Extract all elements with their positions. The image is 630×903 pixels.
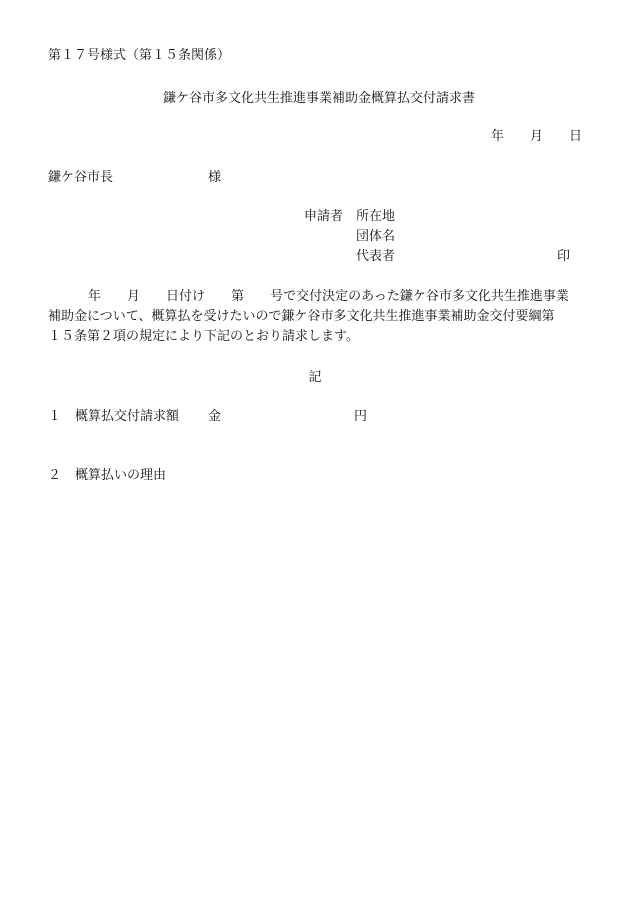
addressee-honorific: 様 [208,170,222,185]
body-year: 年 [88,289,102,304]
group-name-label: 団体名 [356,229,396,244]
item-2-number: ２ [48,468,62,483]
representative-label: 代表者 [356,249,396,264]
body-day: 日付け [166,289,206,304]
item-1-label: 概算払交付請求額 [75,409,180,424]
ki-heading: 記 [308,370,322,385]
seal-mark: 印 [557,249,571,264]
item-1-yen: 円 [354,409,368,424]
date-month: 月 [529,129,543,144]
date-line [491,127,582,147]
body-line-3: １５条第２項の規定により下記のとおり請求します。 [48,329,359,344]
date-year: 年 [490,129,504,144]
addressee-name: 鎌ケ谷市長 [48,170,114,185]
item-1-kin: 金 [208,409,222,424]
addressee [48,168,222,188]
applicant-role: 申請者 [304,209,344,224]
item-2-label: 概算払いの理由 [75,468,167,483]
body-month: 月 [127,289,141,304]
form-number: 第１７号様式（第１５条関係） [48,48,231,63]
address-label: 所在地 [356,209,396,224]
item-1-number: １ [48,409,62,424]
body-no: 第 [231,289,245,304]
date-day: 日 [568,129,582,144]
body-paragraph [48,287,586,347]
document-title: 鎌ケ谷市多文化共生推進事業補助金概算払交付請求書 [162,91,475,106]
body-line-1 [48,287,586,307]
body-line-2: 補助金について、概算払を受けたいので鎌ケ谷市多文化共生推進事業補助金交付要綱第 [48,309,555,324]
body-line-1-rest: 号で交付決定のあった鎌ケ谷市多文化共生推進事業 [270,289,569,304]
